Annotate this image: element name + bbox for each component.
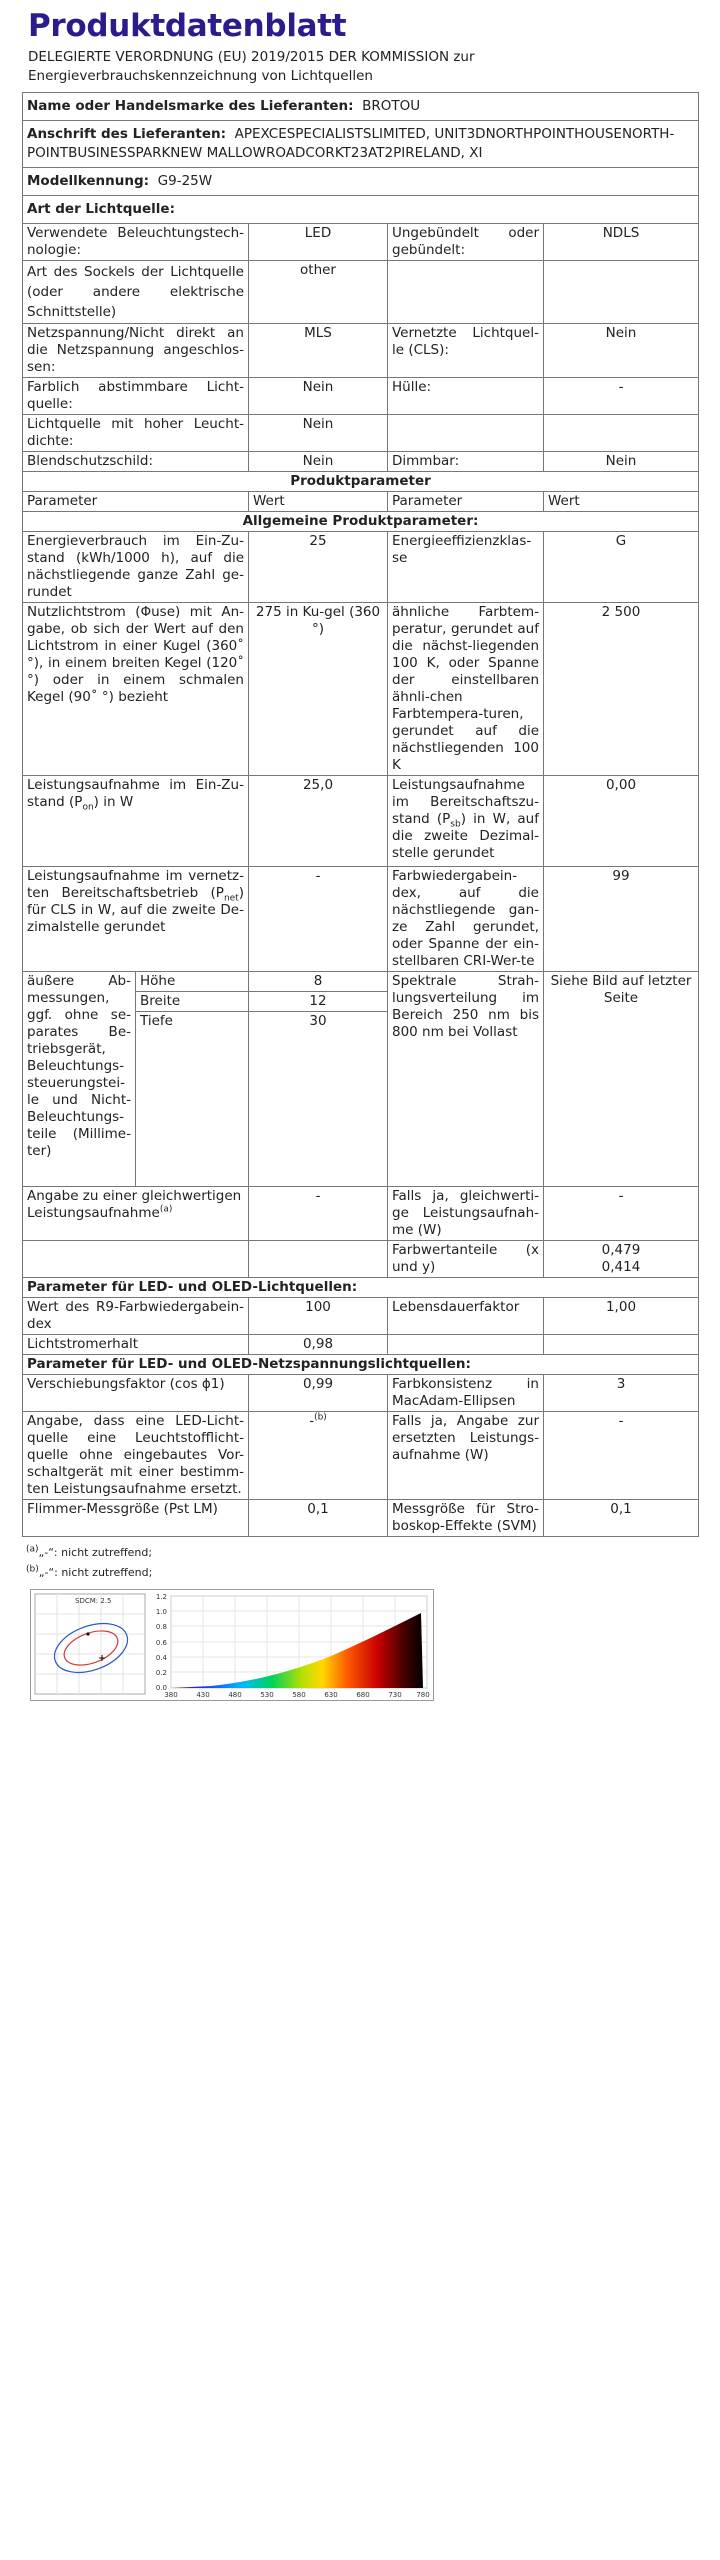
allgemeine-row [23,512,699,532]
dimension-value: 12 [249,992,388,1012]
param-value: Siehe Bild auf letzter Seite [544,972,699,1187]
product-datasheet [22,8,698,1701]
param-label: Lebensdauerfaktor [388,1298,544,1335]
art-row [23,261,699,324]
art-label: Ungebündelt oder gebündelt: [388,224,544,261]
datasheet-table [22,92,699,1537]
y-tick: 0.0 [155,1684,167,1692]
param-label: Leistungsaufnahme im Bereitschaftszu-stand $(P_{sb})$ in W, auf die zweite Dezimal-stelle gerundet [388,776,544,867]
param-value: - [544,1187,699,1241]
art-value: NDLS [544,224,699,261]
art-value: LED [249,224,388,261]
art-value: Nein [544,324,699,378]
model-row [23,168,699,196]
param-label: Farbwiedergabein-dex, auf die nächstliegende gan-ze Zahl gerundet, oder Spanne der ein-stellbaren CRI-Wer-te [388,867,544,972]
art-label: Dimmbar: [388,452,544,472]
regulation-subtitle: DELEGIERTE VERORDNUNG (EU) 2019/2015 DER KOMMISSION zur Energieverbrauchskennzeichnung von Lichtquellen [28,49,475,84]
param-row [23,1412,699,1500]
param-value: 1,00 [544,1298,699,1335]
param-label: Flimmer-Messgröße (Pst LM) [23,1500,249,1537]
param-value: - [249,867,388,972]
param-value: 0,00 [544,776,699,867]
x-tick: 480 [228,1691,242,1699]
art-value: Nein [249,415,388,452]
supplier-address-row [23,121,699,168]
param-row [23,1187,699,1241]
x-tick: 380 [164,1691,178,1699]
param-value: 25 [249,532,388,603]
model-value: G9-25W [157,173,213,189]
param-value: 0,1 [249,1500,388,1537]
x-tick: 780 [416,1691,430,1699]
supplier-name-value: BROTOU [362,98,421,114]
param-label: Verschiebungsfaktor (cos ϕ1) [23,1375,249,1412]
x-tick: 530 [260,1691,274,1699]
footnote: $^{(a)}$„-“: nicht zutreffend; [26,1544,153,1559]
param-label: Leistungsaufnahme im Ein-Zu-stand $(P_{on})$ in W [23,776,249,867]
art-row [23,324,699,378]
param-row [23,1241,699,1278]
art-row [23,452,699,472]
supplier-name-row [23,93,699,121]
art-label: Verwendete Beleuchtungstech-nologie: [23,224,249,261]
art-value: other [249,261,388,324]
chromaticity-values [544,1241,699,1278]
section-heading: Parameter für LED- und OLED-Lichtquellen: [23,1278,699,1298]
art-value: Nein [544,452,699,472]
param-value: 25,0 [249,776,388,867]
art-label: Vernetzte Lichtquel-le (CLS): [388,324,544,378]
param-value: - [544,1412,699,1500]
art-label: Hülle: [388,378,544,415]
chromaticity-y: 0,414 [601,1259,641,1275]
column-header: Parameter [23,492,249,512]
param-label: Leistungsaufnahme im vernetz-ten Bereitschaftsbetrieb $(P_{net})$ für CLS in W, auf die zweite De-zimalstelle gerundet [23,867,249,972]
param-value: 3 [544,1375,699,1412]
column-header: Parameter [388,492,544,512]
led-header-row [23,1278,699,1298]
art-value [544,415,699,452]
param-row [23,603,699,776]
dimensions-label: äußere Ab-messungen, ggf. ohne se-parates Be-triebsgerät, Beleuchtungs-steuerungstei-le und Nicht-Beleuchtungs-teile (Millime-ter) [23,972,136,1187]
param-value: - [249,1187,388,1241]
section-heading: Allgemeine Produktparameter: [23,512,699,532]
param-value: -$^{(b)}$ [249,1412,388,1500]
param-row [23,532,699,603]
param-label: Wert des R9-Farbwiedergabein-dex [23,1298,249,1335]
x-tick: 580 [292,1691,306,1699]
dimension-name: Tiefe [136,1012,249,1187]
param-row [23,1335,699,1355]
param-label: Messgröße für Stro-boskop-Effekte (SVM) [388,1500,544,1537]
art-row [23,378,699,415]
x-tick: 430 [196,1691,210,1699]
art-label: Art des Sockels der Lichtquelle (oder andere elektrische Schnittstelle) [23,261,249,324]
param-value: 99 [544,867,699,972]
art-row [23,224,699,261]
net-header-row [23,1355,699,1375]
art-value: - [544,378,699,415]
parameter-header-row [23,492,699,512]
param-value: 275 in Ku-gel (360 °) [249,603,388,776]
y-tick: 1.0 [155,1608,167,1616]
produktparameter-row [23,472,699,492]
dimension-name: Höhe [136,972,249,992]
param-label: Falls ja, gleichwerti-ge Leistungsaufnah-me (W) [388,1187,544,1241]
supplier-address-label: Anschrift des Lieferanten: [27,126,226,142]
art-header: Art der Lichtquelle: [23,196,699,224]
y-tick: 0.4 [155,1654,167,1662]
art-row [23,415,699,452]
x-tick: 730 [388,1691,402,1699]
sdcm-label: SDCM: 2.5 [75,1597,112,1605]
y-tick: 0.8 [155,1623,167,1631]
y-tick: 0.2 [155,1669,167,1677]
dimensions-row [23,972,699,992]
supplier-address-value: APEXCESPECIALISTSLIMITED, UNIT3DNORTHPOINTHOUSENORTH-POINTBUSINESSPARKNEW MALLOWROADCORKT23AT2PIRELAND, XI [27,126,675,161]
art-value: Nein [249,378,388,415]
param-label: Lichtstromerhalt [23,1335,249,1355]
param-value: 2 500 [544,603,699,776]
art-label: Netzspannung/Nicht direkt an die Netzspannung angeschlos-sen: [23,324,249,378]
param-label: Farbkonsistenz in MacAdam-Ellipsen [388,1375,544,1412]
art-value [544,261,699,324]
param-value: G [544,532,699,603]
param-value: 0,1 [544,1500,699,1537]
art-value: Nein [249,452,388,472]
spectral-figure-svg [31,1590,433,1700]
param-label: Angabe zu einer gleichwertigen Leistungsaufnahme$^{(a)}$ [23,1187,249,1241]
param-label: Energieverbrauch im Ein-Zu-stand (kWh/1000 h), auf die nächstliegende ganze Zahl ge-rundet [23,532,249,603]
param-value: 0,99 [249,1375,388,1412]
model-label: Modellkennung: [27,173,150,189]
param-label: Nutzlichtstrom (Φuse) mit An-gabe, ob sich der Wert auf den Lichtstrom in einer Kugel (360˚ °), in einem breiten Kegel (120˚ °) oder in einem schmalen Kegel (90˚ °) bezieht [23,603,249,776]
param-row [23,1500,699,1537]
y-tick: 0.6 [155,1639,167,1647]
param-label: Farbwertanteile (x und y) [388,1241,544,1278]
supplier-name-label: Name oder Handelsmarke des Lieferanten: [27,98,354,114]
footnotes [26,1543,698,1583]
chromaticity-point [86,1632,89,1635]
art-label: Lichtquelle mit hoher Leucht-dichte: [23,415,249,452]
dimension-name: Breite [136,992,249,1012]
art-label: Blendschutzschild: [23,452,249,472]
param-label: Energieeffizienzklas-se [388,532,544,603]
param-label: Spektrale Strah-lungsverteilung im Bereich 250 nm bis 800 nm bei Vollast [388,972,544,1187]
param-row [23,867,699,972]
x-tick: 630 [324,1691,338,1699]
param-row [23,1298,699,1335]
art-label: Farblich abstimmbare Licht-quelle: [23,378,249,415]
param-label: Angabe, dass eine LED-Licht-quelle eine Leuchtstofflicht-quelle ohne eingebautes Vor-schaltgerät mit einer bestimm-ten Leistungsaufnahme ersetzt. [23,1412,249,1500]
footnote: $^{(b)}$„-“: nicht zutreffend; [26,1564,153,1579]
spectral-figure [30,1589,434,1701]
param-label: ähnliche Farbtem-peratur, gerundet auf die nächst-liegenden 100 K, oder Spanne der einstellbaren ähnli-chen Farbtempera-turen, gerundet auf die nächstliegenden 100 K [388,603,544,776]
section-heading: Produktparameter [23,472,699,492]
column-header: Wert [249,492,388,512]
dimension-value: 8 [249,972,388,992]
x-tick: 680 [356,1691,370,1699]
param-row [23,1375,699,1412]
spectrum-chart [156,1593,430,1699]
column-header: Wert [544,492,699,512]
page-title: Produktdatenblatt [28,8,347,44]
art-header-row [23,196,699,224]
art-label [388,261,544,324]
dimension-value: 30 [249,1012,388,1187]
param-value: 0,98 [249,1335,388,1355]
macadam-panel [35,1594,145,1694]
chromaticity-x: 0,479 [601,1242,641,1258]
y-tick: 1.2 [155,1593,167,1601]
section-heading: Parameter für LED- und OLED-Netzspannungslichtquellen: [23,1355,699,1375]
param-value: 100 [249,1298,388,1335]
param-label: Falls ja, Angabe zur ersetzten Leistungs-aufnahme (W) [388,1412,544,1500]
param-row [23,776,699,867]
art-value: MLS [249,324,388,378]
art-label [388,415,544,452]
